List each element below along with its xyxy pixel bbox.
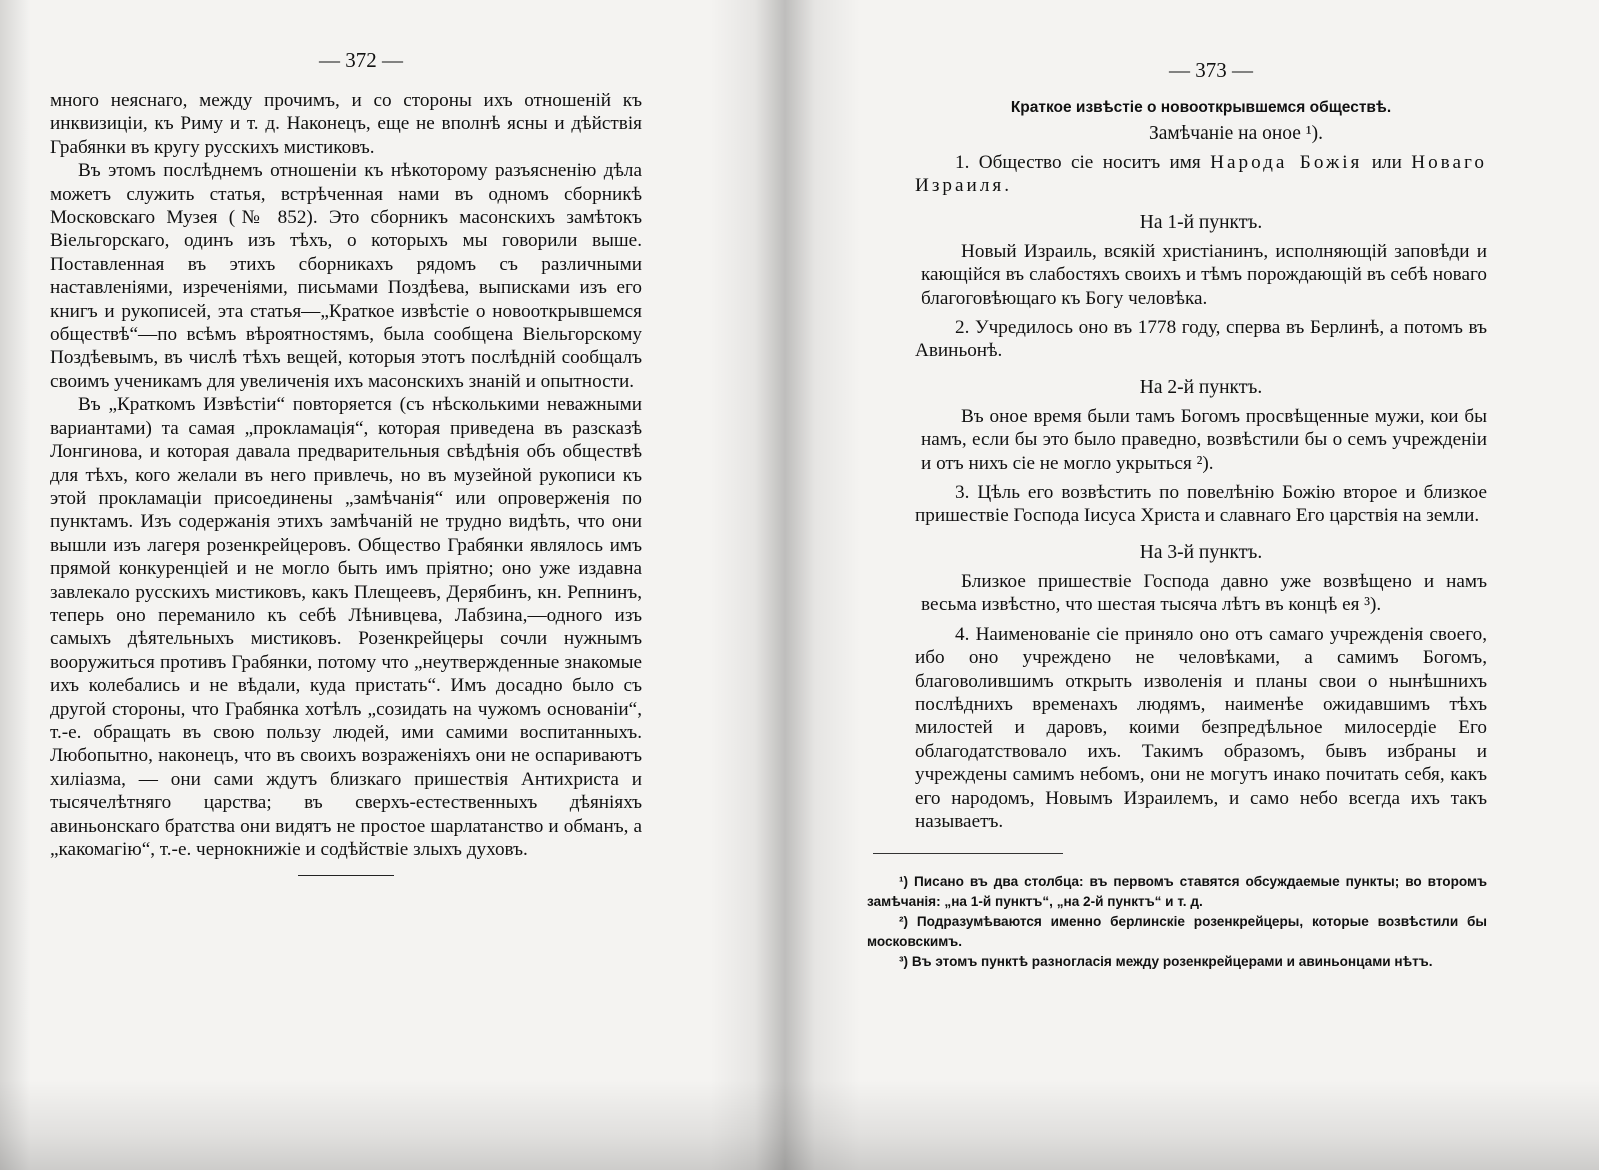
footnote: ¹) Писано въ два столбца: въ первомъ ставятся обсуждаемые пункты; во второмъ замѣчанія: „на 1-й пунктъ“, „на 2-й пунктъ“ и т. д. xyxy=(867,874,1487,910)
point-1-end: . xyxy=(1004,175,1010,197)
section-heading: На 1-й пунктъ. xyxy=(1139,211,1263,233)
left-page xyxy=(50,48,642,876)
document-title: Краткое извѣстіе о новооткрывшемся обществѣ. xyxy=(1010,99,1392,116)
point-3: 3. Цѣль его возвѣстить по повелѣнію Божію второе и близкое пришествіе Господа Іисуса Христа и славнаго Его царствія на земли. xyxy=(915,482,1487,527)
point-1-name-2: Новаго Израиля xyxy=(915,152,1487,197)
left-page-body xyxy=(50,89,642,861)
footnotes xyxy=(867,872,1487,972)
bottom-shadow xyxy=(0,1080,1599,1170)
section-heading: На 2-й пунктъ. xyxy=(1139,376,1263,398)
footnote: ²) Подразумѣваются именно берлинскіе розенкрейцеры, которые возвѣстили бы московскимъ. xyxy=(867,914,1487,950)
book-gutter-shadow xyxy=(710,0,860,1170)
paragraph: Въ этомъ послѣднемъ отношеніи къ нѣкоторому разъясненію дѣла можетъ служить статья, встрѣченная нами въ одномъ сборникѣ Московскаго Музея (№ 852). Это сборникъ масонскихъ замѣтокъ Віельгорскаго, одинъ изъ тѣхъ, о которыхъ мы говорили выше. Поставленная въ этихъ сборникахъ рядомъ съ различными наставленіями, изреченіями, письмами Поздѣева, выписками изъ его книгъ и рукописей, эта статья—„Краткое извѣстіе о новооткрывшемся обществѣ“—по всѣмъ вѣроятностямъ, была сообщена Віельгорскому Поздѣевымъ, въ числѣ тѣхъ вещей, которыя этотъ послѣдній сообщалъ своимъ ученикамъ для увеличенія ихъ масонскихъ знаній и опытности. xyxy=(50,160,642,392)
paragraph: Въ „Краткомъ Извѣстіи“ повторяется (съ нѣсколькими неважными вариантами) та самая „прокламація“, которая приведена въ разсказѣ Лонгинова, и которая давала предварительныя свѣдѣнія объ обществѣ для тѣхъ, кого желали въ него привлечь, но въ музейной рукописи къ этой прокламаціи присоединены „замѣчанія“ или опроверженія по пунктамъ. Изъ содержанія этихъ замѣчаній не трудно видѣть, что они вышли изъ лагеря розенкрейцеровъ. Общество Грабянки являлось имъ прямой конкуренціей и не могло быть имъ пріятно; оно уже издавна завлекало русскихъ мистиковъ, какъ Плещеевъ, Дерябинъ, кн. Репнинъ, теперь оно переманило къ себѣ Лѣнивцева, Лабзина,—одного изъ самыхъ дѣятельныхъ мистиковъ. Розенкрейцеры сочли нужнымъ вооружиться противъ Грабянки, потому что „неутвержденные знакомые ихъ колебались и не вѣдали, куда пристать“. Имъ досадно было съ другой стороны, что Грабянка хотѣлъ „созидать на чужомъ основаніи“, т.-е. обращать въ свою пользу людей, ими самими воспитанныхъ. Любопытно, наконецъ, что въ своихъ возраженіяхъ они не оспариваютъ хиліазма, — они сами ждутъ близкаго пришествія Антихриста и тысячелѣтняго царства; въ сверхъ-естественныхъ дѣяніяхъ авиньонскаго братства они видятъ не простое шарлатанство и обманъ, а „какомагію“, т.-е. чернокнижіе и содѣйствіе злыхъ духовъ. xyxy=(50,394,642,860)
section-remark: Новый Израиль, всякій христіанинъ, исполняющій заповѣди и кающійся въ слабостяхъ своихъ и тѣмъ порождающій въ себѣ новаго благоговѣющаго къ Богу человѣка. xyxy=(921,240,1487,309)
point-1 xyxy=(915,151,1487,198)
section-heading: На 3-й пунктъ. xyxy=(1139,541,1263,563)
footnote-rule xyxy=(873,853,1063,854)
remark-heading: Замѣчаніе на оное ¹). xyxy=(1148,123,1324,144)
right-page xyxy=(867,58,1487,972)
section-remark: Близкое пришествіе Господа давно уже возвѣщено и намъ весьма извѣстно, что шестая тысяча лѣтъ въ концѣ ея ³). xyxy=(921,570,1487,616)
point-2: 2. Учредилось оно въ 1778 году, сперва въ Берлинѣ, а потомъ въ Авиньонѣ. xyxy=(915,317,1487,362)
end-rule xyxy=(298,875,394,876)
left-page-number: — 372 — xyxy=(319,48,403,72)
point-1-name: Народа Божія xyxy=(1210,152,1363,173)
point-4: 4. Наименованіе сіе приняло оно отъ самаго учрежденія своего, ибо оно учреждено не человѣками, а самимъ Богомъ, благоволившимъ открыть изволенія и планы свои о нынѣшнихъ послѣднихъ временахъ людямъ, наименѣе ожидавшимъ тѣхъ милостей и даровъ, коими безпредѣльное милосердіе Его облагодатствовало ихъ. Такимъ образомъ, бывъ избраны и учреждены самимъ небомъ, они не могутъ инако почитать себя, какъ его народомъ, Новымъ Израилемъ, и само небо всегда ихъ такъ называетъ. xyxy=(915,623,1487,832)
footnote: ³) Въ этомъ пунктѣ разногласія между розенкрейцерами и авиньонцами нѣтъ. xyxy=(899,954,1433,970)
right-page-number: — 373 — xyxy=(1169,58,1253,82)
paragraph: много неяснаго, между прочимъ, и со стороны ихъ отношеній къ инквизиціи, къ Риму и т. д. Наконецъ, еще не вполнѣ ясны и дѣйствія Грабянки въ кругу русскихъ мистиковъ. xyxy=(50,90,642,158)
point-1-text-b: или xyxy=(1362,152,1412,173)
point-1-text-a: 1. Общество сіе носитъ имя xyxy=(955,152,1211,173)
page-edge-shadow xyxy=(0,0,30,1170)
section-remark: Въ оное время были тамъ Богомъ просвѣщенные мужи, кои бы намъ, если бы это было праведно, возвѣстили бы о семъ учрежденіи и отъ нихъ сіе не могло укрыться ²). xyxy=(921,405,1487,474)
